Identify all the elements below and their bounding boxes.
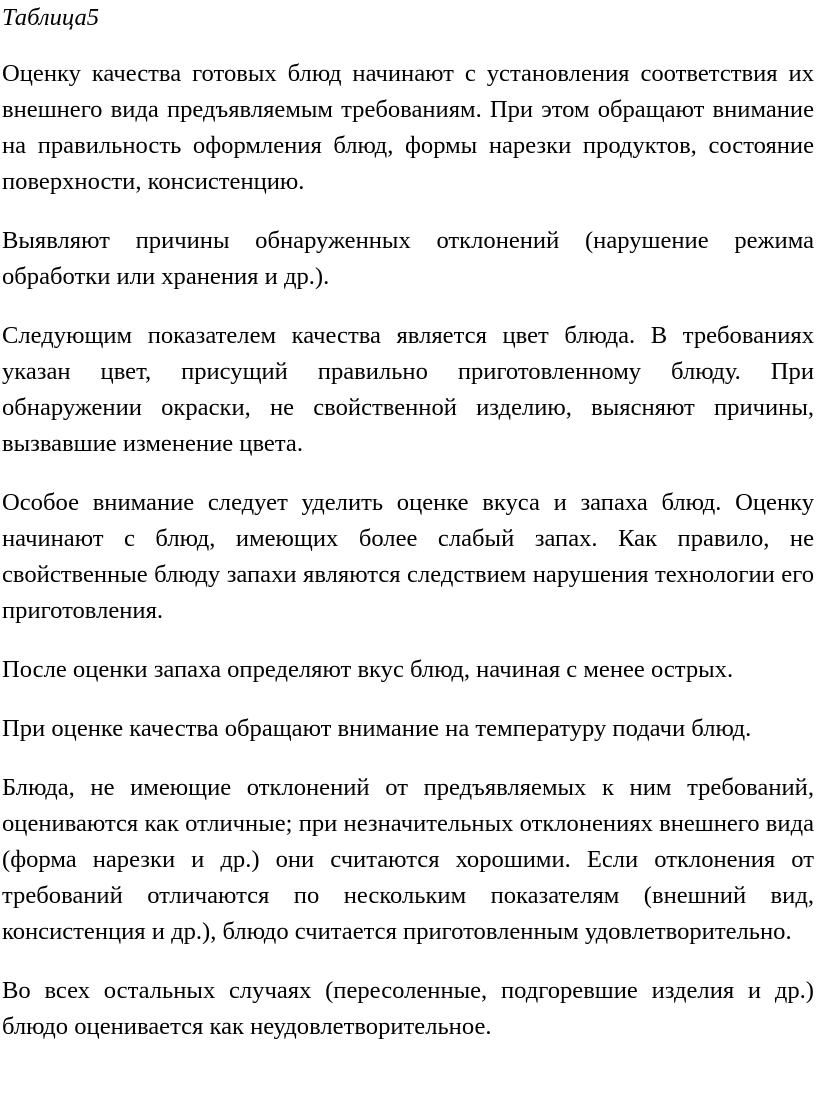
paragraph-deviation-causes: Выявляют причины обнаруженных отклонений (нарушение режима обработки или хранения и др.). [2,227,814,290]
paragraph-taste-order: После оценки запаха определяют вкус блюд, начиная с менее острых. [2,656,734,683]
paragraph-color: Следующим показателем качества является цвет блюда. В требованиях указан цвет, присущий правильно приготовленному блюду. При обнаружении окраски, не свойственной изделию, выясняют причины, вызвавшие изменение цвета. [2,322,814,457]
paragraph-unsatisfactory: Во всех остальных случаях (пересоленные, подгоревшие изделия и др.) блюдо оценивается как неудовлетворительное. [2,977,814,1040]
paragraph-taste-smell: Особое внимание следует уделить оценке вкуса и запаха блюд. Оценку начинают с блюд, имеющих более слабый запах. Как правило, не свойственные блюду запахи являются следствием нарушения технологии его приготовления. [2,489,814,624]
table-caption: Таблица5 [2,4,100,31]
paragraph-temperature: При оценке качества обращают внимание на температуру подачи блюд. [2,715,752,742]
paragraph-appearance: Оценку качества готовых блюд начинают с установления соответствия их внешнего вида предъявляемым требованиям. При этом обращают внимание на правильность оформления блюд, формы нарезки продуктов, состояние поверхности, консистенцию. [2,60,814,195]
paragraph-grading: Блюда, не имеющие отклонений от предъявляемых к ним требований, оцениваются как отличные; при незначительных отклонениях внешнего вида (форма нарезки и др.) они считаются хорошими. Если отклонения от требований отличаются по нескольким показателям (внешний вид, консистенция и др.), блюдо считается приготовленным удовлетворительно. [2,774,814,945]
